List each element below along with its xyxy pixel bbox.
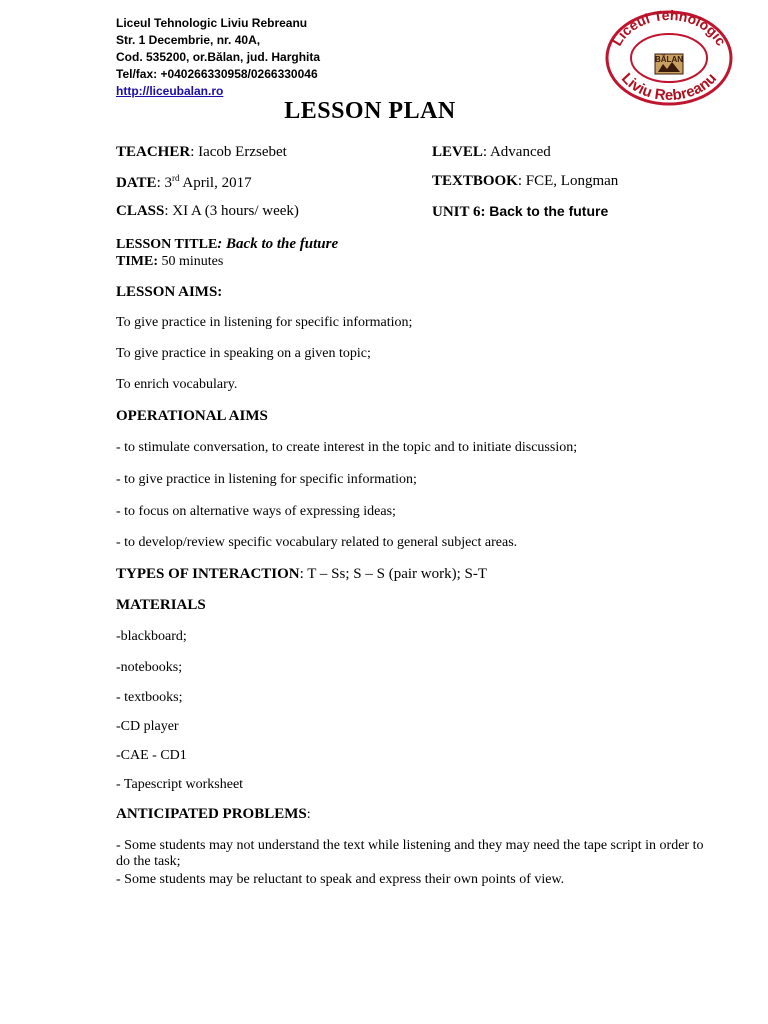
lesson-aim-item: To give practice in listening for specific information; [116,315,413,330]
level-label: LEVEL [432,144,483,160]
material-item: - textbooks; [116,690,183,705]
lesson-title-label: LESSON TITLE [116,237,218,252]
unit-label: UNIT 6: [432,204,486,220]
lesson-title-value: : Back to the future [217,236,339,252]
class-label: CLASS [116,203,165,219]
logo-center-text: BĂLAN [655,55,683,64]
class-field [116,203,299,220]
date-value-pre: : 3 [156,175,172,191]
operational-aim-item: - to develop/review specific vocabulary related to general subject areas. [116,535,518,550]
problems-heading-row [116,806,311,823]
unit-value: Back to the future [489,203,609,219]
teacher-field [116,144,287,161]
teacher-label: TEACHER [116,144,191,160]
date-field [116,173,252,192]
school-header [116,15,320,100]
date-value-post: April, 2017 [179,175,252,191]
interaction-value: : T – Ss; S – S (pair work); S-T [299,566,488,582]
operational-aims-heading: OPERATIONAL AIMS [116,408,268,424]
lesson-aim-item: To enrich vocabulary. [116,377,238,392]
operational-aim-item: - to focus on alternative ways of expressing ideas; [116,504,396,519]
date-label: DATE [116,175,157,191]
textbook-value: : FCE, Longman [517,173,619,189]
page-title: LESSON PLAN [284,98,456,124]
teacher-value: : Iacob Erzsebet [190,144,287,160]
school-phone: Tel/fax: +040266330958/0266330046 [116,67,318,81]
interaction-field [116,566,487,583]
problems-heading: ANTICIPATED PROBLEMS [116,806,307,822]
operational-aim-item: - to give practice in listening for specific information; [116,472,417,487]
interaction-label: TYPES OF INTERACTION [116,566,300,582]
lesson-aims-heading: LESSON AIMS: [116,284,223,300]
level-value: : Advanced [482,144,551,160]
time-value: 50 minutes [158,254,224,269]
school-street: Str. 1 Decembrie, nr. 40A, [116,33,261,47]
problem-item: - Some students may not understand the text while listening and they may need the tape script in order to do the task; [116,838,704,869]
date-sup: rd [171,173,180,183]
material-item: -CD player [116,719,179,734]
class-value: : XI A (3 hours/ week) [164,203,299,219]
textbook-field [432,173,618,190]
unit-field [432,203,608,221]
lesson-title-field [116,236,338,253]
school-name: Liceul Tehnologic Liviu Rebreanu [116,16,308,30]
school-city: Cod. 535200, or.Bălan, jud. Harghita [116,50,321,64]
material-item: -CAE - CD1 [116,748,187,763]
textbook-label: TEXTBOOK [432,173,518,189]
operational-aim-item: - to stimulate conversation, to create interest in the topic and to initiate discussion; [116,440,578,455]
material-item: -blackboard; [116,629,187,644]
level-field [432,144,551,161]
materials-heading: MATERIALS [116,597,206,613]
problem-item: - Some students may be reluctant to speak and express their own points of view. [116,872,565,887]
time-field [116,254,223,270]
material-item: - Tapescript worksheet [116,777,244,792]
lesson-aim-item: To give practice in speaking on a given topic; [116,346,371,361]
time-label: TIME: [116,254,158,269]
material-item: -notebooks; [116,660,183,675]
logo-ring-top: Liceul Tehnologic [608,8,730,49]
school-logo [603,8,735,108]
school-website-link[interactable]: http://liceubalan.ro [116,84,224,98]
problems-colon: : [306,807,311,822]
svg-text:Liceul Tehnologic [608,8,729,49]
logo-ring-bottom: Liviu Rebreanu [617,69,721,105]
